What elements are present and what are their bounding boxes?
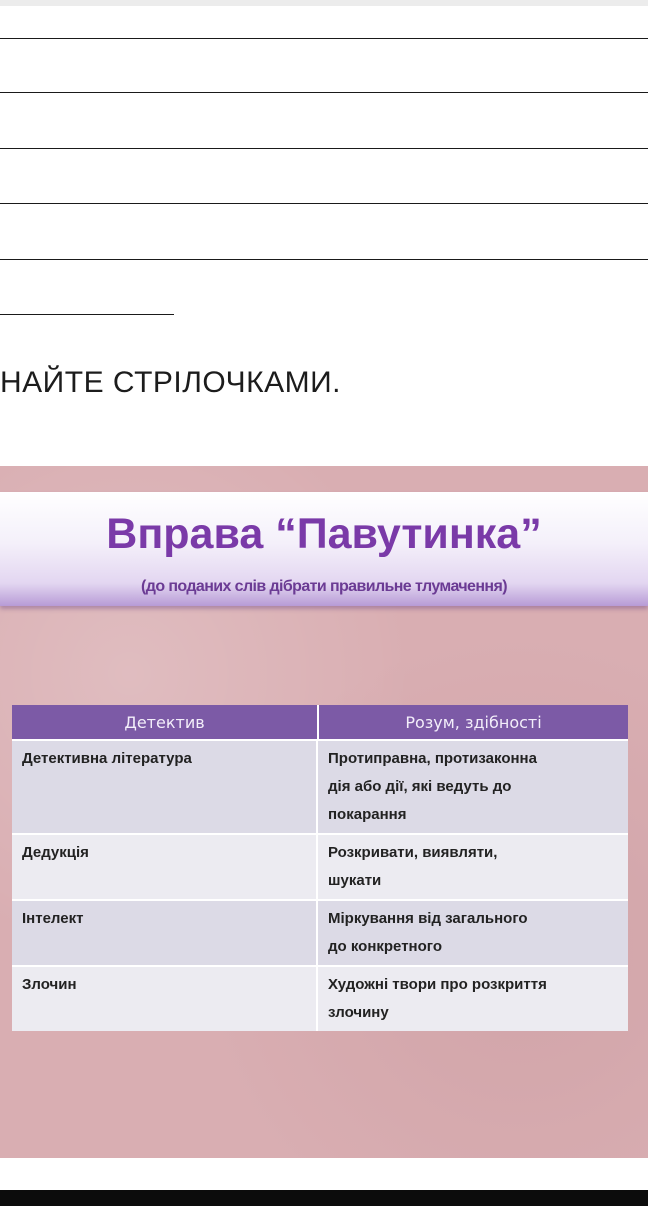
definition-line: злочину [328, 1004, 389, 1021]
writing-line [0, 38, 648, 39]
slide-subtitle: (до поданих слів дібрати правильне тлумачення) [141, 578, 507, 595]
writing-line [0, 92, 648, 93]
term-cell: Детективна література [12, 741, 318, 833]
definition-line: шукати [328, 872, 382, 889]
definition-cell [318, 901, 628, 965]
table-row [12, 833, 628, 899]
definition-line: Протиправна, протизаконна [328, 750, 537, 767]
table-header [12, 705, 628, 739]
term-cell: Інтелект [12, 901, 318, 965]
writing-line [0, 259, 648, 260]
header-cell-right: Розум, здібності [405, 712, 542, 732]
definition-cell [318, 741, 628, 833]
slide-title: Вправа “Павутинка” [106, 510, 542, 558]
top-edge [0, 0, 648, 6]
bottom-edge [0, 1190, 648, 1206]
table-row [12, 965, 628, 1031]
definition-line: Розкривати, виявляти, [328, 844, 498, 861]
table-row [12, 899, 628, 965]
table-row [12, 739, 628, 833]
definition-line: покарання [328, 806, 407, 823]
term-cell: Дедукція [12, 835, 318, 899]
writing-line [0, 314, 174, 315]
header-cell-left: Детектив [12, 705, 319, 739]
definition-line: Художні твори про розкриття [328, 976, 547, 993]
term-cell: Злочин [12, 967, 318, 1031]
instruction-text: НАЙТЕ СТРІЛОЧКАМИ. [0, 366, 341, 399]
definition-line: дія або дії, які ведуть до [328, 778, 512, 795]
definition-cell [318, 967, 628, 1031]
matching-table [12, 705, 628, 1031]
definition-line: Міркування від загального [328, 910, 528, 927]
exercise-slide [0, 466, 648, 1158]
writing-line [0, 148, 648, 149]
writing-line [0, 203, 648, 204]
definition-line: до конкретного [328, 938, 442, 955]
definition-cell [318, 835, 628, 899]
